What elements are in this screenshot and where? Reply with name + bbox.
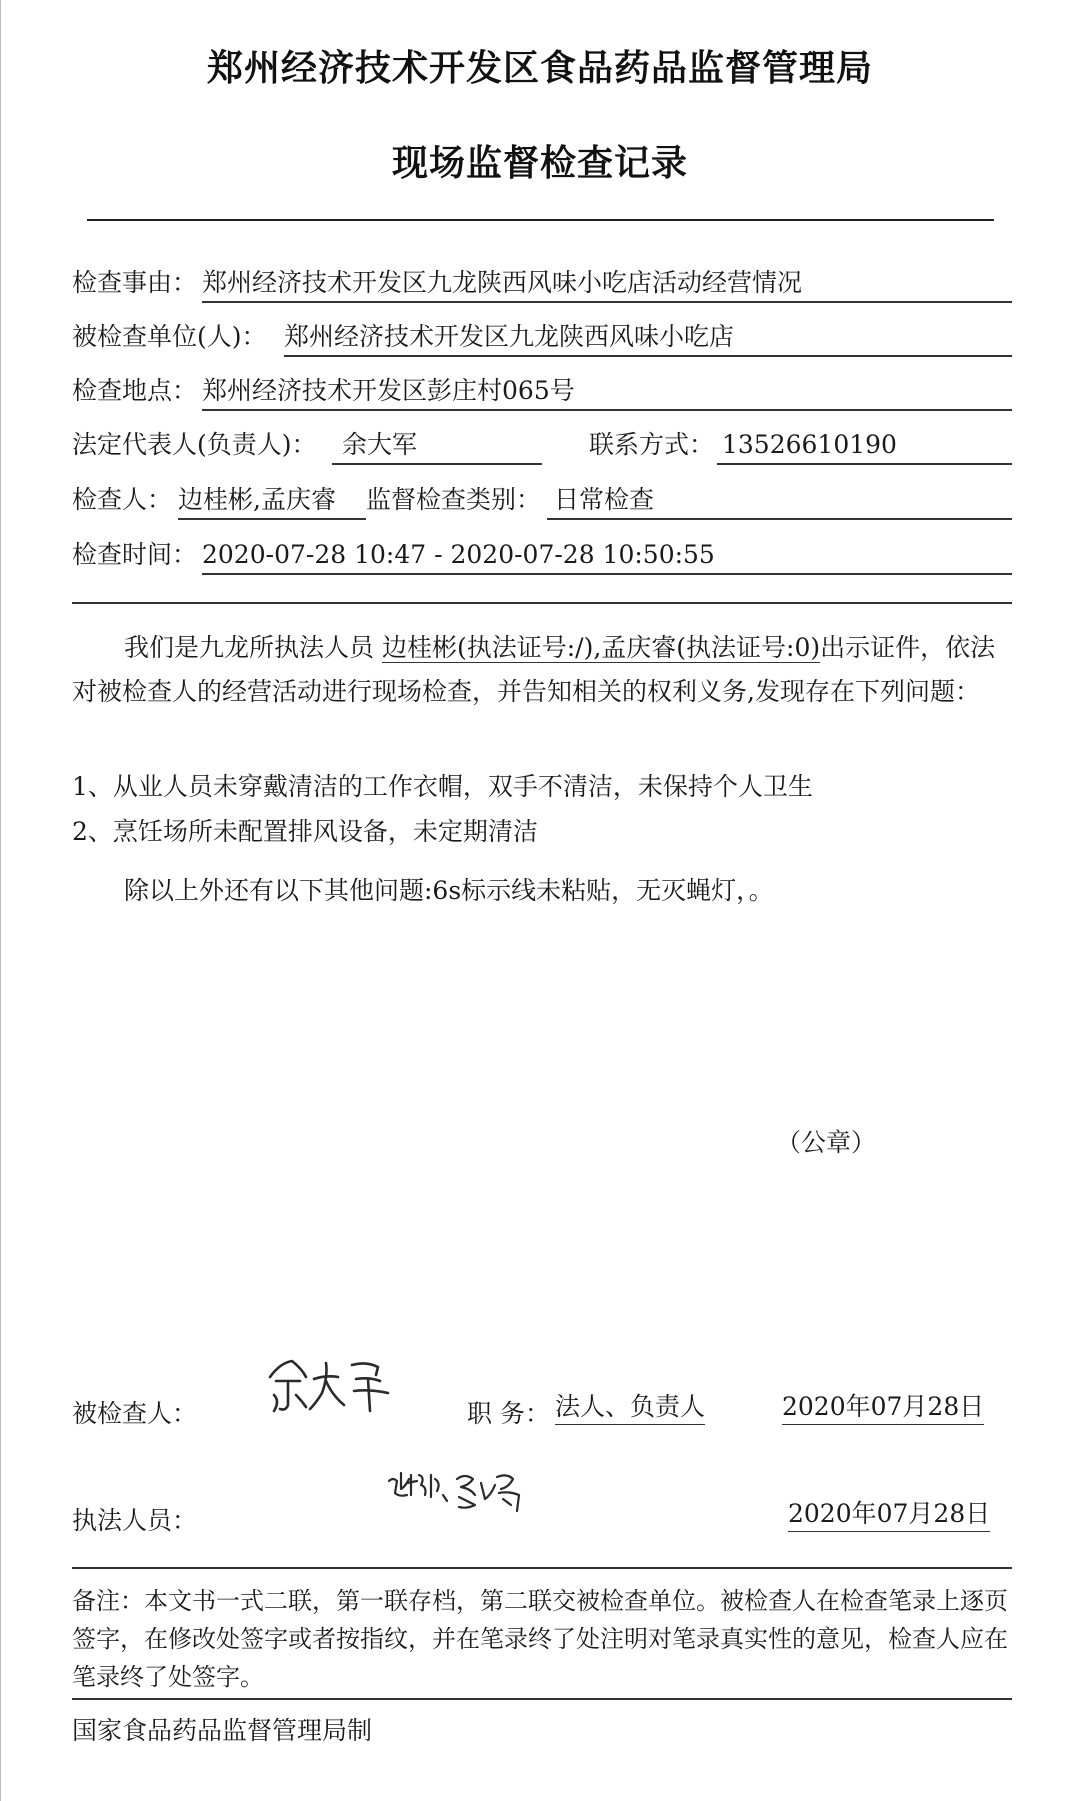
time-label: 检查时间： xyxy=(72,540,198,569)
contact-underline xyxy=(717,463,1012,465)
footer-issuer: 国家食品药品监督管理局制 xyxy=(72,1716,373,1745)
inspector-value: 边桂彬,孟庆睿 xyxy=(178,485,336,514)
row-inspector xyxy=(72,478,1012,522)
category-underline xyxy=(547,518,1012,520)
unit-underline xyxy=(284,355,1012,357)
location-label: 检查地点： xyxy=(72,376,198,405)
seal-label: （公章） xyxy=(776,1128,877,1157)
category-label: 监督检查类别： xyxy=(366,485,542,514)
reason-label: 检查事由： xyxy=(72,268,198,297)
rep-value: 余大军 xyxy=(342,430,418,459)
location-underline xyxy=(202,409,1012,411)
reason-value: 郑州经济技术开发区九龙陕西风味小吃店活动经营情况 xyxy=(202,268,803,297)
duty-label: 职 务： xyxy=(467,1399,550,1428)
rep-underline xyxy=(332,463,542,465)
contact-value: 13526610190 xyxy=(722,430,897,459)
category-value: 日常检查 xyxy=(554,485,655,514)
inspected-signature xyxy=(262,1355,397,1419)
officer-label: 执法人员： xyxy=(72,1506,198,1535)
time-value: 2020-07-28 10:47 - 2020-07-28 10:50:55 xyxy=(202,540,715,569)
issue-item: 2、烹饪场所未配置排风设备，未定期清洁 xyxy=(72,817,538,846)
inspected-label: 被检查人： xyxy=(72,1399,198,1428)
row-representative xyxy=(72,423,1012,467)
time-underline xyxy=(202,573,1012,575)
intro-prefix: 我们是九龙所执法人员 xyxy=(124,633,375,662)
title-divider xyxy=(87,219,994,221)
reason-underline xyxy=(202,301,1012,303)
intro-officers: 边桂彬(执法证号:/),孟庆睿(执法证号:0) xyxy=(381,633,821,662)
intro-paragraph xyxy=(72,626,1012,714)
page-edge xyxy=(0,0,1,1801)
inspected-date: 2020年07月28日 xyxy=(782,1390,984,1425)
issue-item: 1、从业人员未穿戴清洁的工作衣帽，双手不清洁，未保持个人卫生 xyxy=(72,772,813,801)
inspector-underline xyxy=(178,518,366,520)
other-issues: 除以上外还有以下其他问题:6s标示线未粘贴，无灭蝇灯，。 xyxy=(124,876,774,905)
section-divider xyxy=(72,602,1012,604)
rep-label: 法定代表人(负责人)： xyxy=(72,430,317,459)
document-title: 郑州经济技术开发区食品药品监督管理局 xyxy=(206,48,873,89)
unit-label: 被检查单位(人)： xyxy=(72,322,267,351)
row-reason xyxy=(72,261,1012,305)
inspector-label: 检查人： xyxy=(72,485,173,514)
row-unit xyxy=(72,315,1012,359)
row-location xyxy=(72,369,1012,413)
row-time xyxy=(72,533,1012,577)
note-text: 备注：本文书一式二联，第一联存档，第二联交被检查单位。被检查人在检查笔录上逐页签字，在修改处签字或者按指纹，并在笔录终了处注明对笔录真实性的意见，检查人应在笔录终了处签字。 xyxy=(72,1587,1008,1691)
location-value: 郑州经济技术开发区彭庄村065号 xyxy=(202,376,575,405)
note-divider-top xyxy=(72,1567,1012,1569)
intro-suffix: 出示证件，依法对被检查人的经营活动进行现场检查，并告知相关的权利义务,发现存在下列问题： xyxy=(72,633,996,706)
contact-label: 联系方式： xyxy=(589,430,715,459)
officer-date: 2020年07月28日 xyxy=(788,1497,990,1532)
note-divider-bottom xyxy=(72,1698,1012,1700)
duty-value: 法人、负责人 xyxy=(555,1390,705,1425)
document-subtitle: 现场监督检查记录 xyxy=(391,143,688,184)
officer-signature xyxy=(385,1465,530,1521)
unit-value: 郑州经济技术开发区九龙陕西风味小吃店 xyxy=(284,322,735,351)
